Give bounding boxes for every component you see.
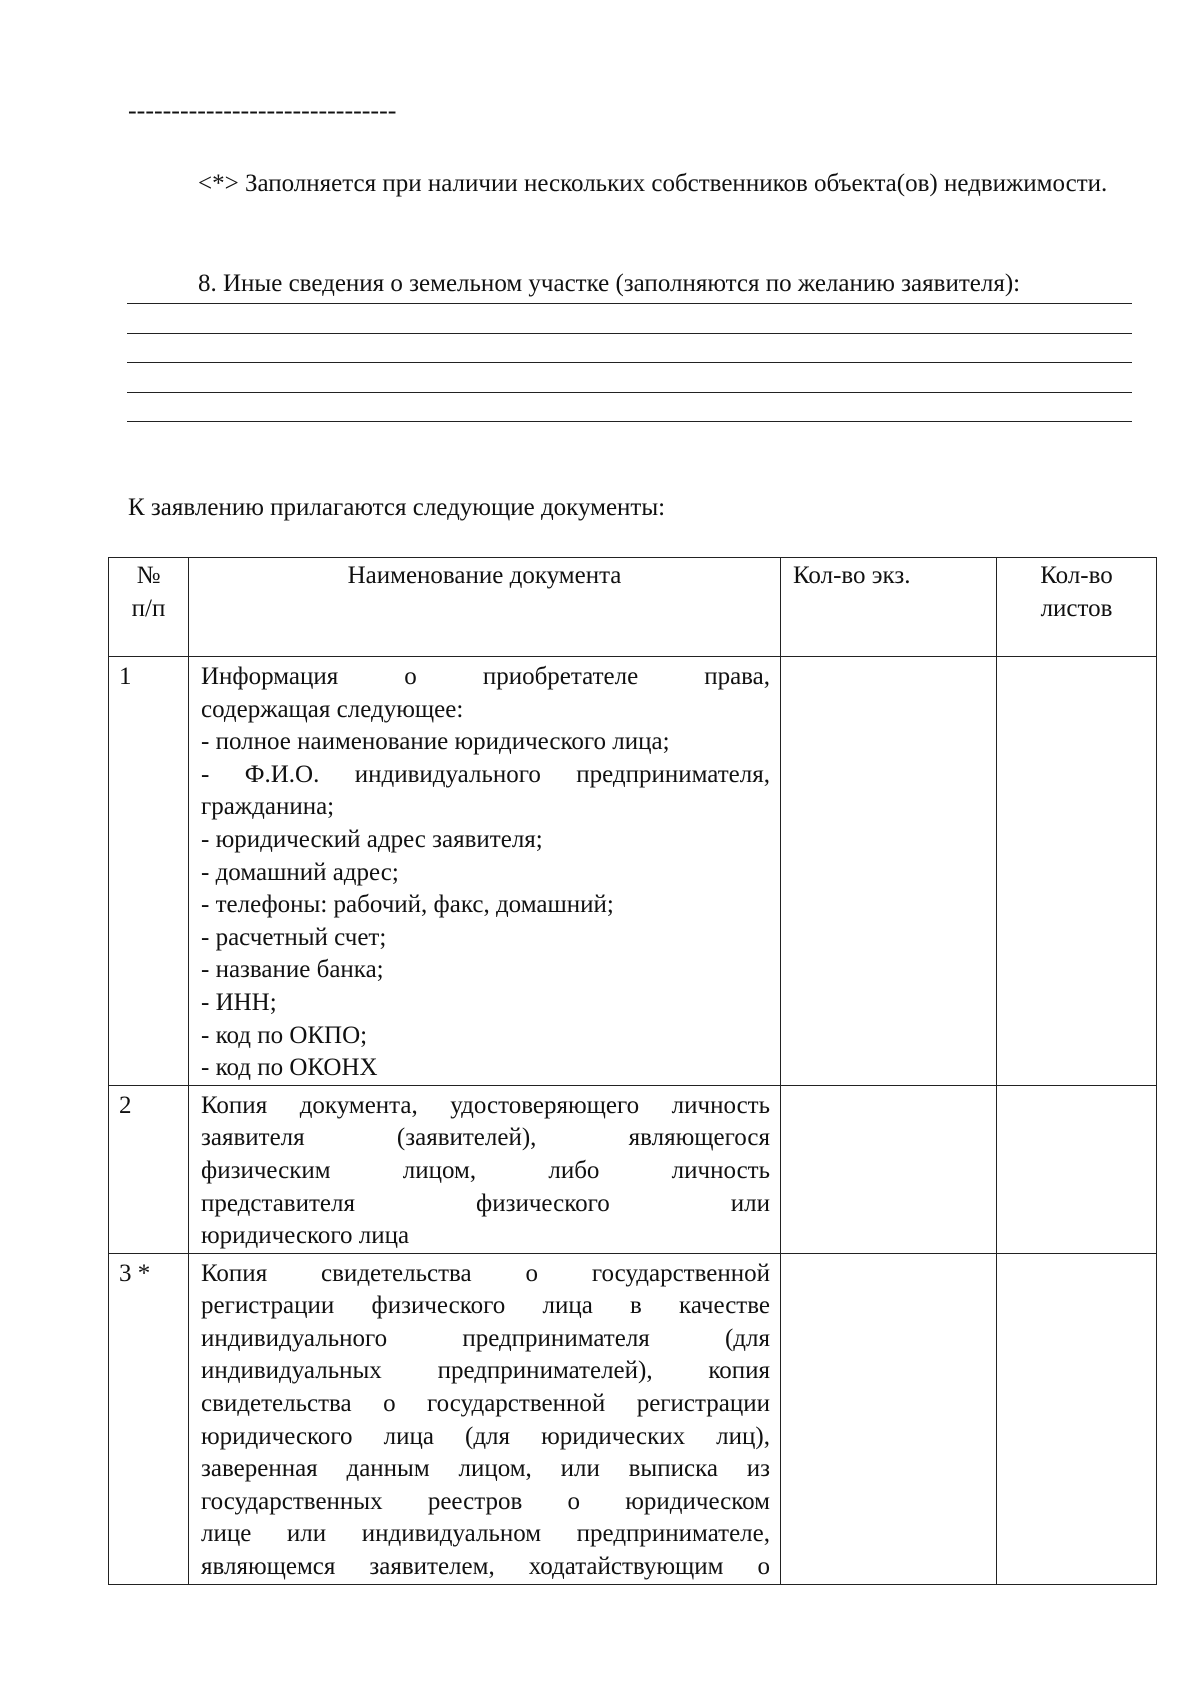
description-line: государственных реестров о юридическом — [201, 1487, 770, 1515]
description-line: лице или индивидуальном предпринимателе, — [201, 1520, 770, 1548]
row-copies — [781, 1253, 997, 1584]
row-sheets — [997, 657, 1157, 1086]
header-number-symbol: № — [136, 562, 161, 589]
description-line: физическим лицом, либо личность — [201, 1156, 770, 1184]
description-line: содержащая следующее: — [201, 695, 464, 723]
description-line: индивидуальных предпринимателей), копия — [201, 1357, 770, 1385]
description-line: Информация о приобретателе права, — [201, 663, 770, 690]
row-sheets — [997, 1085, 1157, 1253]
blank-line-5 — [127, 421, 1132, 422]
description-line: регистрации физического лица в качестве — [201, 1292, 770, 1320]
description-line: - полное наименование юридического лица; — [201, 728, 670, 756]
table-row — [109, 657, 1157, 1086]
row-number: 1 — [109, 657, 189, 1086]
footnote-separator: ------------------------------- — [128, 96, 397, 125]
row-number: 2 — [109, 1085, 189, 1253]
row-number: 3 * — [109, 1253, 189, 1584]
description-line: заявителя (заявителей), являющегося — [201, 1124, 770, 1152]
row-sheets — [997, 1253, 1157, 1584]
description-line: - домашний адрес; — [201, 858, 399, 886]
description-line: - юридический адрес заявителя; — [201, 825, 543, 853]
header-sheets-line2: листов — [1040, 594, 1113, 622]
description-line: индивидуального предпринимателя (для — [201, 1324, 770, 1352]
header-document-name: Наименование документа — [189, 558, 781, 657]
description-line: - ИНН; — [201, 988, 277, 1016]
description-line: - код по ОКПО; — [201, 1021, 368, 1049]
description-line: Копия свидетельства о государственной — [201, 1259, 770, 1287]
blank-line-1 — [127, 303, 1132, 304]
footnote-text: <*> Заполняется при наличии нескольких собственников объекта(ов) недвижимости. — [198, 170, 1108, 197]
description-line: - код по ОКОНХ — [201, 1054, 378, 1082]
row-description — [189, 1085, 781, 1253]
header-sheets-line1: Кол-во — [1040, 562, 1113, 589]
table-row — [109, 1253, 1157, 1584]
description-line: заверенная данным лицом, или выписка из — [201, 1455, 770, 1483]
attachments-table — [108, 557, 1157, 1585]
description-line: представителя физического или — [201, 1189, 770, 1217]
description-line: гражданина; — [201, 793, 335, 821]
description-line: являющемся заявителем, ходатайствующим о — [201, 1553, 770, 1581]
header-number — [109, 558, 189, 657]
row-copies — [781, 657, 997, 1086]
blank-line-4 — [127, 392, 1132, 393]
row-description — [189, 1253, 781, 1584]
description-line: - название банка; — [201, 956, 384, 984]
description-line: Копия документа, удостоверяющего личность — [201, 1091, 770, 1119]
item-8-heading: 8. Иные сведения о земельном участке (заполняются по желанию заявителя): — [198, 270, 1021, 297]
attachments-heading: К заявлению прилагаются следующие документы: — [128, 494, 666, 521]
blank-line-3 — [127, 362, 1132, 363]
row-copies — [781, 1085, 997, 1253]
description-line: - телефоны: рабочий, факс, домашний; — [201, 891, 614, 919]
description-line: юридического лица — [201, 1222, 410, 1250]
table-header-row — [109, 558, 1157, 657]
header-copies: Кол-во экз. — [781, 558, 997, 657]
row-description — [189, 657, 781, 1086]
description-line: юридического лица (для юридических лиц), — [201, 1422, 770, 1450]
description-line: - Ф.И.О. индивидуального предпринимателя, — [201, 760, 770, 788]
blank-line-2 — [127, 333, 1132, 334]
header-sheets — [997, 558, 1157, 657]
description-line: - расчетный счет; — [201, 923, 387, 951]
header-number-abbr: п/п — [131, 594, 166, 622]
description-line: свидетельства о государственной регистрации — [201, 1390, 770, 1418]
table-row — [109, 1085, 1157, 1253]
